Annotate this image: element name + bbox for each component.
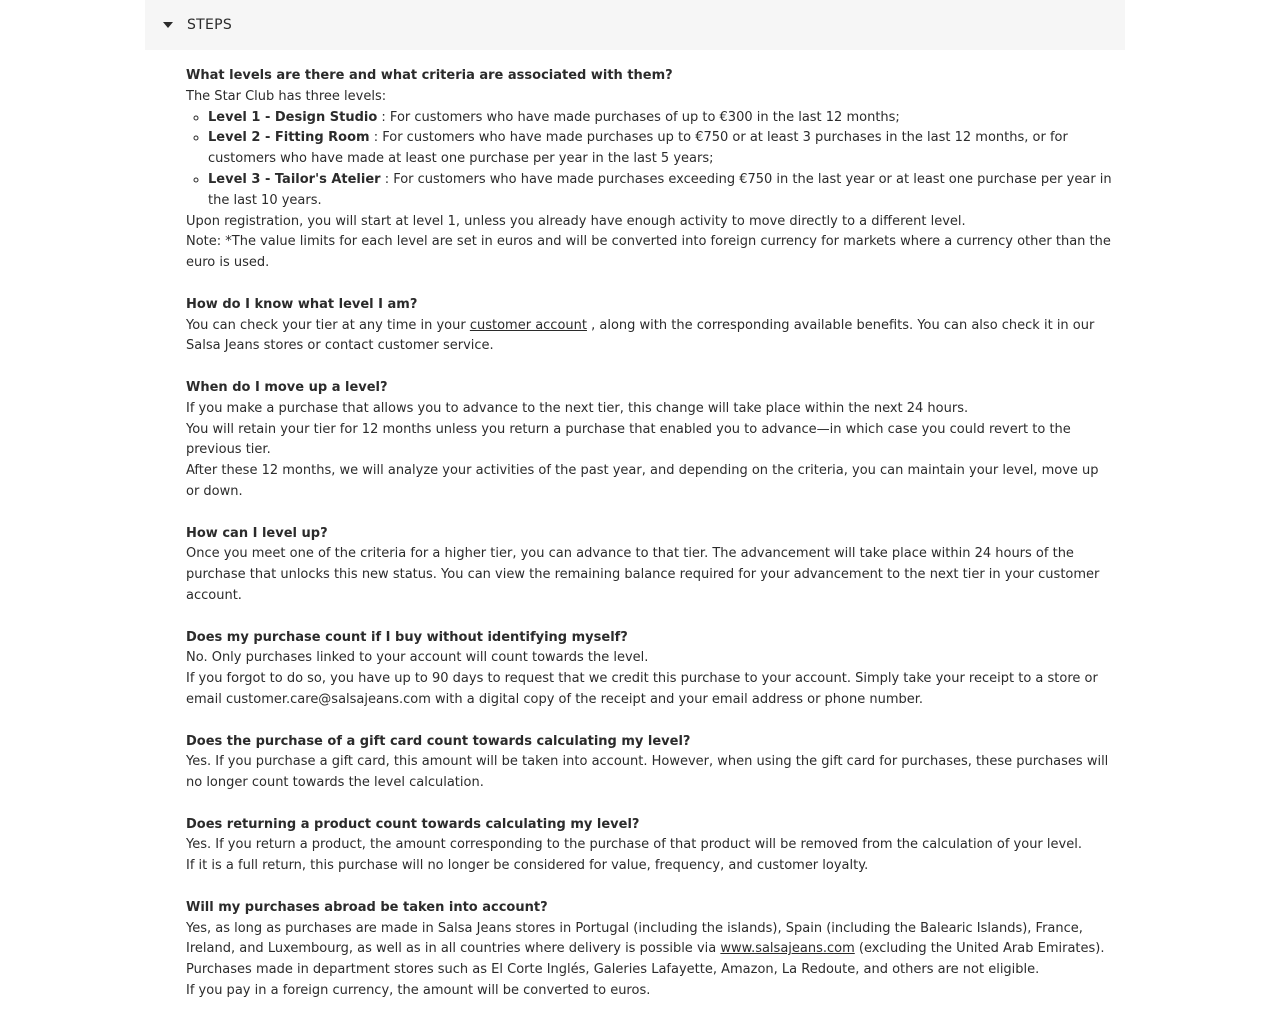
text-segment: , along with the corresponding available benefits. You can also check it in our Salsa Jeans stores or contact customer service. [186,317,1095,354]
faq-text: If you pay in a foreign currency, the amount will be converted to euros. [186,983,651,999]
list-item [208,108,1115,129]
faq-question: Does my purchase count if I buy without identifying myself? [186,629,628,645]
faq-question: How do I know what level I am? [186,296,418,312]
level-description: : For customers who have made purchases exceeding €750 in the last year or at least one purchase per year in the last 10 years. [208,171,1112,208]
faq-text [186,316,1115,358]
faq-text: After these 12 months, we will analyze your activities of the past year, and depending on the criteria, you can maintain your level, move up or down. [186,463,1099,499]
caret-down-icon[interactable] [163,22,173,28]
levels-list [186,108,1115,212]
faq-panel [145,0,1125,1023]
level-description: : For customers who have made purchases of up to €300 in the last 12 months; [377,109,900,125]
accordion-title: STEPS [187,17,233,33]
faq-question: How can I level up? [186,525,328,541]
faq-text [186,919,1115,981]
faq-text: Yes. If you return a product, the amount corresponding to the purchase of that product will be removed from the calculation of your level. [186,837,1082,853]
steps-accordion-header[interactable] [145,0,1125,50]
list-item [208,170,1115,212]
level-name: Level 1 - Design Studio [208,109,378,125]
level-name: Level 3 - Tailor's Atelier [208,171,381,187]
faq-level-up [186,524,1115,607]
faq-text: If you forgot to do so, you have up to 90 days to request that we credit this purchase to your account. Simply take your receipt to a store or email customer.care@salsajeans.com with a digital copy of the receipt and your email address or phone number. [186,671,1098,707]
faq-text: Yes. If you purchase a gift card, this amount will be taken into account. However, when using the gift card for purchases, these purchases will no longer count towards the level calculation. [186,754,1109,791]
faq-question: Does returning a product count towards calculating my level? [186,816,640,832]
text-segment: You can check your tier at any time in your [186,317,470,333]
faq-question: Will my purchases abroad be taken into account? [186,899,548,915]
faq-levels [186,66,1115,274]
faq-text: The Star Club has three levels: [186,88,387,104]
faq-text: You will retain your tier for 12 months unless you return a purchase that enabled you to advance—in which case you could revert to the previous tier. [186,421,1071,458]
faq-note: Note: *The value limits for each level are set in euros and will be converted into foreign currency for markets where a currency other than the euro is used. [186,234,1111,271]
faq-gift-card [186,732,1115,794]
faq-know-level [186,295,1115,357]
faq-question: What levels are there and what criteria are associated with them? [186,68,673,83]
level-description: : For customers who have made purchases up to €750 or at least 3 purchases in the last 12 months, or for customers who have made at least one purchase per year in the last 5 years; [208,130,1068,167]
faq-returns [186,815,1115,877]
level-name: Level 2 - Fitting Room [208,130,370,146]
faq-text: Upon registration, you will start at level 1, unless you already have enough activity to move directly to a different level. [186,213,966,229]
faq-move-up [186,378,1115,503]
text-segment: Yes, as long as purchases are made in Salsa Jeans stores in Portugal (including the islands), Spain (including the Balearic Islands), France, Ireland, and Luxembourg, as well as in all countries where delivery is possible via [186,920,1083,957]
faq-without-id [186,628,1115,711]
customer-account-link[interactable]: customer account [469,317,587,333]
text-segment: (excluding the United Arab Emirates). Purchases made in department stores such as El Corte Inglés, Galeries Lafayette, Amazon, La Redoute, and others are not eligible. [186,941,1105,978]
faq-abroad [186,898,1115,1002]
faq-text: Once you meet one of the criteria for a higher tier, you can advance to that tier. The advancement will take place within 24 hours of the purchase that unlocks this new status. You can view the remaining balance required for your advancement to the next tier in your customer account. [186,546,1100,603]
salsajeans-website-link[interactable]: www.salsajeans.com [720,941,855,957]
faq-text: If it is a full return, this purchase will no longer be considered for value, frequency, and customer loyalty. [186,858,869,874]
accordion-content [145,50,1125,1002]
faq-question: Does the purchase of a gift card count towards calculating my level? [186,733,691,749]
faq-question: When do I move up a level? [186,379,388,395]
faq-text: If you make a purchase that allows you to advance to the next tier, this change will take place within the next 24 hours. [186,400,969,416]
faq-text: No. Only purchases linked to your account will count towards the level. [186,650,649,666]
list-item [208,128,1115,170]
